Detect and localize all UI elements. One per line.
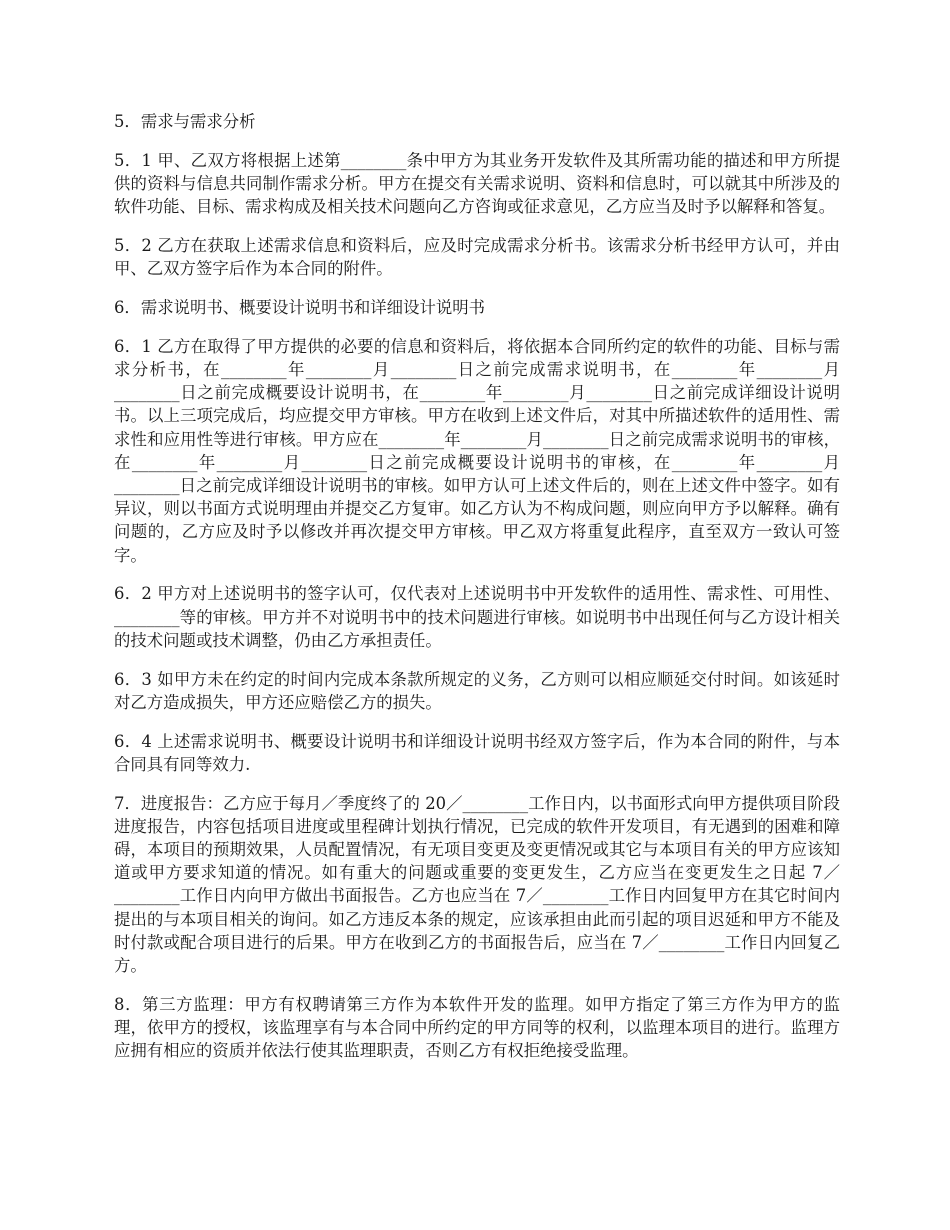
clause-6-3: 6．3 如甲方未在约定的时间内完成本条款所规定的义务，乙方则可以相应顺延交付时间。如该延时对乙方造成损失，甲方还应赔偿乙方的损失。 [114,669,840,712]
clause-8-third-party-supervision: 8．第三方监理：甲方有权聘请第三方作为本软件开发的监理。如甲方指定了第三方作为甲方的监理，依甲方的授权，该监理享有与本合同中所约定的甲方同等的权利，以监理本项目的进行。监理方应拥有相应的资质并依法行使其监理职责，否则乙方有权拒绝接受监理。 [114,994,840,1061]
document-body [114,110,840,1078]
clause-6-2: 6．2 甲方对上述说明书的签字认可，仅代表对上述说明书中开发软件的适用性、需求性、可用性、________等的审核。甲方并不对说明书中的技术问题进行审核。如说明书中出现任何与乙方设计相关的技术问题或技术调整，仍由乙方承担责任。 [114,584,840,650]
clause-6-1: 6．1 乙方在取得了甲方提供的必要的信息和资料后，将依据本合同所约定的软件的功能、目标与需求分析书，在________年________月________日之前完成需求说明书，在________年________月________日之前完成概要设计说明书，在________年________月________日之前完成详细设计说明书。以上三项完成后，均应提交甲方审核。甲方在收到上述文件后，对其中所描述软件的适用性、需求性和应用性等进行审核。甲方应在________年________月________日之前完成需求说明书的审核，在________年________月________日之前完成概要设计说明书的审核，在________年________月________日之前完成详细设计说明书的审核。如甲方认可上述文件后的，则在上述文件中签字。如有异议，则以书面方式说明理由并提交乙方复审。如乙方认为不构成问题，则应向甲方予以解释。确有问题的，乙方应及时予以修改并再次提交甲方审核。甲乙双方将重复此程序，直至双方一致认可签字。 [114,336,840,565]
clause-5-2: 5．2 乙方在获取上述需求信息和资料后，应及时完成需求分析书。该需求分析书经甲方认可，并由甲、乙双方签字后作为本合同的附件。 [114,236,840,279]
clause-6-4: 6．4 上述需求说明书、概要设计说明书和详细设计说明书经双方签字后，作为本合同的附件，与本合同具有同等效力. [114,731,840,774]
section-heading-5: 5．需求与需求分析 [114,112,256,131]
section-heading-6: 6．需求说明书、概要设计说明书和详细设计说明书 [114,298,486,317]
clause-5-1: 5．1 甲、乙双方将根据上述第________条中甲方为其业务开发软件及其所需功能的描述和甲方所提供的资料与信息共同制作需求分析。甲方在提交有关需求说明、资料和信息时，可以就其中所涉及的软件功能、目标、需求构成及相关技术问题向乙方咨询或征求意见，乙方应当及时予以解释和答复。 [114,150,840,217]
clause-7-progress-report: 7．进度报告：乙方应于每月／季度终了的 20／________工作日内，以书面形式向甲方提供项目阶段进度报告，内容包括项目进度或里程碑计划执行情况，已完成的软件开发项目，有无遇到的困难和障碍，本项目的预期效果，人员配置情况，有无项目变更及变更情况或其它与本项目有关的甲方应该知道或甲方要求知道的情况。如有重大的问题或重要的变更发生，乙方应当在变更发生之日起 7／________工作日内向甲方做出书面报告。乙方也应当在 7／________工作日内回复甲方在其它时间内提出的与本项目相关的询问。如乙方违反本条的规定，应该承担由此而引起的项目迟延和甲方不能及时付款或配合项目进行的后果。甲方在收到乙方的书面报告后，应当在 7／________工作日内回复乙方。 [114,793,840,976]
